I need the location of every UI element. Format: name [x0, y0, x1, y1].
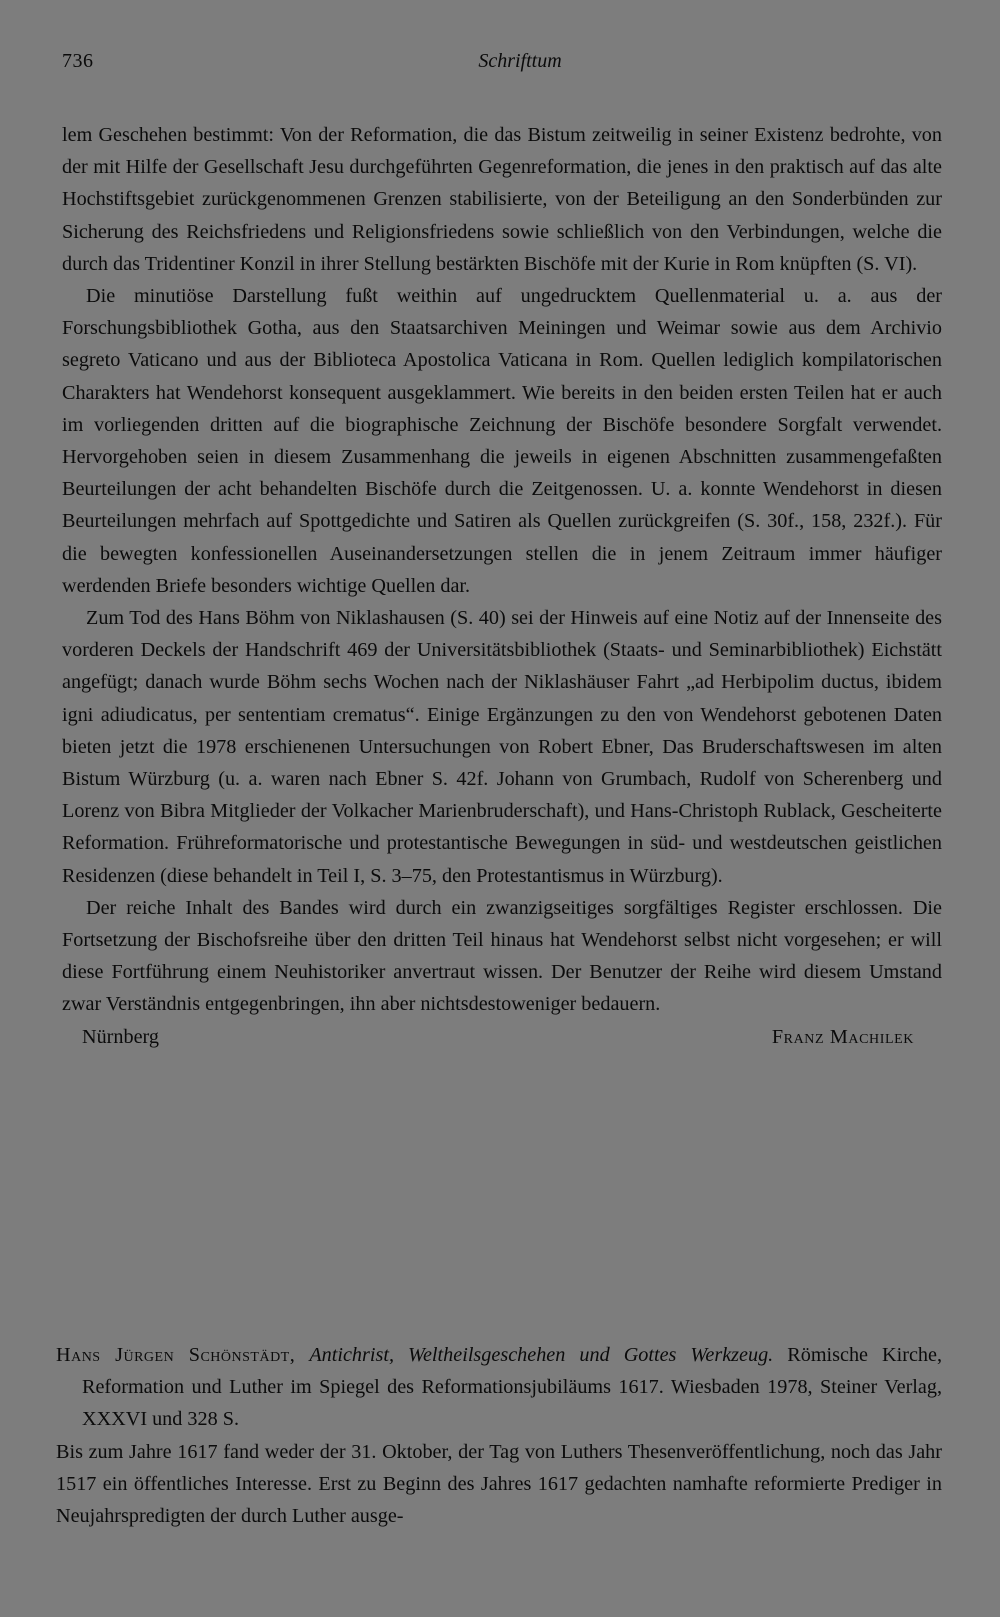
running-head: Schrifttum: [478, 50, 562, 72]
page-number: 736: [62, 50, 94, 72]
paragraph: Zum Tod des Hans Böhm von Niklashausen (S. 40) sei der Hinweis auf eine Notiz auf der Innenseite des vorderen Deckels der Handschrift 469 der Universitätsbibliothek (Staats- und Seminarbibliothek) Eichstätt angefügt; danach wurde Böhm sechs Wochen nach der Niklashäuser Fahrt „ad Herbipolim ductus, ibidem igni adiudicatus, per sententiam crematus“. Einige Ergänzungen zu den von Wendehorst gebotenen Daten bieten jetzt die 1978 erschienenen Untersuchungen von Robert Ebner, Das Bruderschaftswesen im alten Bistum Würzburg (u. a. waren nach Ebner S. 42f. Johann von Grumbach, Rudolf von Scherenberg und Lorenz von Bibra Mitglieder der Volkacher Marienbruderschaft), und Hans-Christoph Rublack, Gescheiterte Reformation. Frühreformatorische und protestantische Bewegungen in süd- und westdeutschen geistlichen Residenzen (diese behandelt in Teil I, S. 3–75, den Protestantismus in Würzburg).: [62, 607, 942, 887]
book-author: Hans Jürgen Schönstädt,: [56, 1344, 296, 1366]
review-new: [56, 1339, 942, 1532]
review-continuation: [62, 119, 942, 1053]
page-header: [62, 50, 938, 82]
paragraph: Der reiche Inhalt des Bandes wird durch ein zwanzigseitiges sorgfältiges Register erschlossen. Die Fortsetzung der Bischofsreihe über den dritten Teil hinaus hat Wendehorst selbst nicht vorgesehen; er will diese Fortführung einem Neuhistoriker anvertraut wissen. Der Benutzer der Reihe wird diesem Umstand zwar Verständnis entgegenbringen, ihn aber nichtsdestoweniger bedauern.: [62, 896, 942, 1016]
book-title: Antichrist, Weltheilsgeschehen und Gottes Werkzeug.: [309, 1344, 774, 1366]
signature-place: Nürnberg: [82, 1025, 159, 1048]
paragraph: lem Geschehen bestimmt: Von der Reformation, die das Bistum zeitweilig in seiner Existenz bedrohte, von der mit Hilfe der Gesellschaft Jesu durchgeführten Gegenreformation, die jenes in den praktisch auf das alte Hochstiftsgebiet zurückgenommenen Grenzen stabilisierte, von der Beteiligung an den Sonderbünden zur Sicherung des Reichsfriedens und Religionsfriedens sowie schließlich von den Verbindungen, welche die durch das Tridentiner Konzil in ihrer Stellung bestärkten Bischöfe mit der Kurie in Rom knüpften (S. VI).: [62, 124, 942, 275]
book-details: Römische Kirche, Reformation und Luther im Spiegel des Reformationsjubiläums 1617. Wiesbaden 1978, Steiner Verlag, XXXVI und 328 S.: [82, 1344, 943, 1431]
reviewer-name: Franz Machilek: [771, 1025, 914, 1048]
paragraph: Bis zum Jahre 1617 fand weder der 31. Oktober, der Tag von Luthers Thesenveröffentlichung, noch das Jahr 1517 ein öffentliches Interesse. Erst zu Beginn des Jahres 1617 gedachten namhafte reformierte Prediger in Neujahrspredigten der durch Luther ausge-: [56, 1440, 942, 1528]
review-signature: [62, 1021, 942, 1053]
paragraph: Die minutiöse Darstellung fußt weithin auf ungedrucktem Quellenmaterial u. a. aus der Forschungsbibliothek Gotha, aus den Staatsarchiven Meiningen und Weimar sowie aus dem Archivio segreto Vaticano und aus der Biblioteca Apostolica Vaticana in Rom. Quellen lediglich kompilatorischen Charakters hat Wendehorst konsequent ausgeklammert. Wie bereits in den beiden ersten Teilen hat er auch im vorliegenden dritten auf die biographische Zeichnung der Bischöfe besondere Sorgfalt verwendet. Hervorgehoben seien in diesem Zusammenhang die jeweils in eigenen Abschnitten zusammengefaßten Beurteilungen der acht behandelten Bischöfe durch die Zeitgenossen. U. a. konnte Wendehorst in diesen Beurteilungen mehrfach auf Spottgedichte und Satiren als Quellen zurückgreifen (S. 30f., 158, 232f.). Für die bewegten konfessionellen Auseinandersetzungen stellen die in jenem Zeitraum immer häufiger werdenden Briefe besonders wichtige Quellen dar.: [62, 285, 942, 597]
book-citation: [56, 1339, 942, 1436]
